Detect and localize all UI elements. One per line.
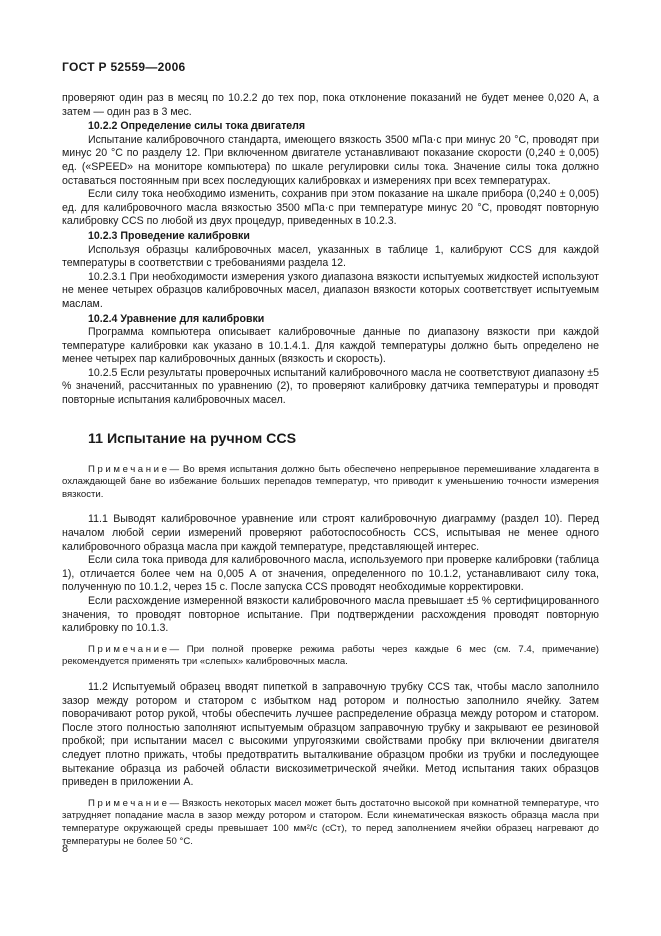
note-3-text: — Вязкость некоторых масел может быть достаточно высокой при комнатной температуре, что затрудняет попадание масла в зазор между ротором и статором. Если кинематическая вязкость образца масла при температуре окружающей среды превышает 100 мм²/с (сСт), то перед заполнением ячейки образец нагревают до температуры не более 50 °С. — [62, 797, 599, 847]
paragraph-10-2-3-a: Используя образцы калибровочных масел, указанных в таблице 1, калибруют CCS для каждой температуры в соответствии с требованиями раздела 12. — [62, 243, 599, 270]
note-2 — [62, 644, 599, 669]
note-1 — [62, 464, 599, 502]
note-1-text: — Во время испытания должно быть обеспечено непрерывное перемешивание хладагента в охлаждающей бане во избежание больших перепадов температур, что приводит к уменьшению точности измерения вязкости. — [62, 463, 599, 500]
note-label: Примечание — [88, 463, 170, 475]
intro-paragraph: проверяют один раз в месяц по 10.2.2 до тех пор, пока отклонение показаний не будет менее 0,020 А, а затем — один раз в 3 мес. — [62, 92, 599, 118]
paragraph-11-1: 11.1 Выводят калибровочное уравнение или строят калибровочную диаграмму (раздел 10). Перед началом любой серии измерений проверяют работоспособность CCS, испытывая не менее одного калибровочного образца масла при каждой температуре, представляющей интерес. — [62, 513, 599, 553]
section-11-title: 11 Испытание на ручном CCS — [88, 430, 297, 447]
paragraph-10-2-4: Программа компьютера описывает калибровочные данные по диапазону вязкости при каждой температуре калибровки как указано в 10.1.4.1. Для каждой температуры должно быть определено не менее четырех пар калибровочных данных (вязкость и скорость). — [62, 326, 599, 366]
heading-10-2-3: 10.2.3 Проведение калибровки — [88, 229, 250, 242]
paragraph-11-1-b: Если сила тока привода для калибровочного масла, используемого при проверке калибровки (таблица 1), отличается более чем на 0,005 А от значения, определенного по 10.1.2, устанавливают силу тока, полученную по 10.1.2, через 15 с. После запуска CCS проводят необходимые корректировки. — [62, 554, 599, 594]
paragraph-10-2-2-b: Если силу тока необходимо изменить, сохранив при этом показание на шкале прибора (0,240 ± 0,005) ед. для калибровочного масла вязкостью 3500 мПа·с при температуре минус 20 °С, проводят повторную калибровку CCS по любой из двух процедур, приведенных в 10.2.3. — [62, 188, 599, 228]
paragraph-11-1-c: Если расхождение измеренной вязкости калибровочного масла превышает ±5 % сертифицированного значения, то проводят повторное испытание. При подтверждении расхождения проводят повторную калибровку по 10.1.3. — [62, 595, 599, 635]
note-label: Примечание — [88, 797, 170, 809]
note-2-text: — При полной проверке режима работы через каждые 6 мес (см. 7.4, примечание) рекомендуется применять три «слепых» калибровочных масла. — [62, 643, 599, 668]
paragraph-10-2-3-1: 10.2.3.1 При необходимости измерения узкого диапазона вязкости испытуемых жидкостей используют не менее четырех образцов калибровочных масел, диапазон вязкости которых соответствует испытуемым маслам. — [62, 270, 599, 310]
note-3 — [62, 798, 599, 848]
paragraph-10-2-2-a: Испытание калибровочного стандарта, имеющего вязкость 3500 мПа·с при минус 20 °С, проводят при минус 20 °С по разделу 12. При включенном двигателе устанавливают показание скорости (0,240 ± 0,005) ед. («SPEED» на мониторе компьютера) по шкале регулировки силы тока. Значение силы тока должно оставаться постоянным при всех последующих калибровках и измерениях при всех температурах. — [62, 133, 599, 187]
document-code-header: ГОСТ Р 52559—2006 — [62, 60, 186, 74]
page-number: 8 — [62, 843, 69, 855]
heading-10-2-4: 10.2.4 Уравнение для калибровки — [88, 312, 265, 325]
paragraph-11-2: 11.2 Испытуемый образец вводят пипеткой в заправочную трубку CCS так, чтобы масло заполнило зазор между ротором и статором с избытком над ротором и полностью заполнило ячейку. Затем поворачивают ротор рукой, чтобы обеспечить лучшее распределение образца между ротором и статором. После этого полностью заполняют испытуемым образцом заправочную трубку и закрывают ее резиновой пробкой; при испытании масел с высокими упругоязкими свойствами пробку при включении двигателя следует плотно прижать, чтобы предотвратить выталкивание образцом пробки из трубки и последующее вытекание образца из рабочей области вискозиметрической ячейки. Метод испытания таких образцов приведен в приложении А. — [62, 680, 599, 789]
document-body — [62, 92, 599, 848]
note-label: Примечание — [88, 643, 170, 655]
paragraph-10-2-5: 10.2.5 Если результаты проверочных испытаний калибровочного масла не соответствуют диапазону ±5 % значений, рассчитанных по уравнению (2), то проверяют калибровку датчика температуры и проводят повторные испытания калибровочных масел. — [62, 366, 599, 407]
heading-10-2-2: 10.2.2 Определение силы тока двигателя — [88, 120, 306, 133]
